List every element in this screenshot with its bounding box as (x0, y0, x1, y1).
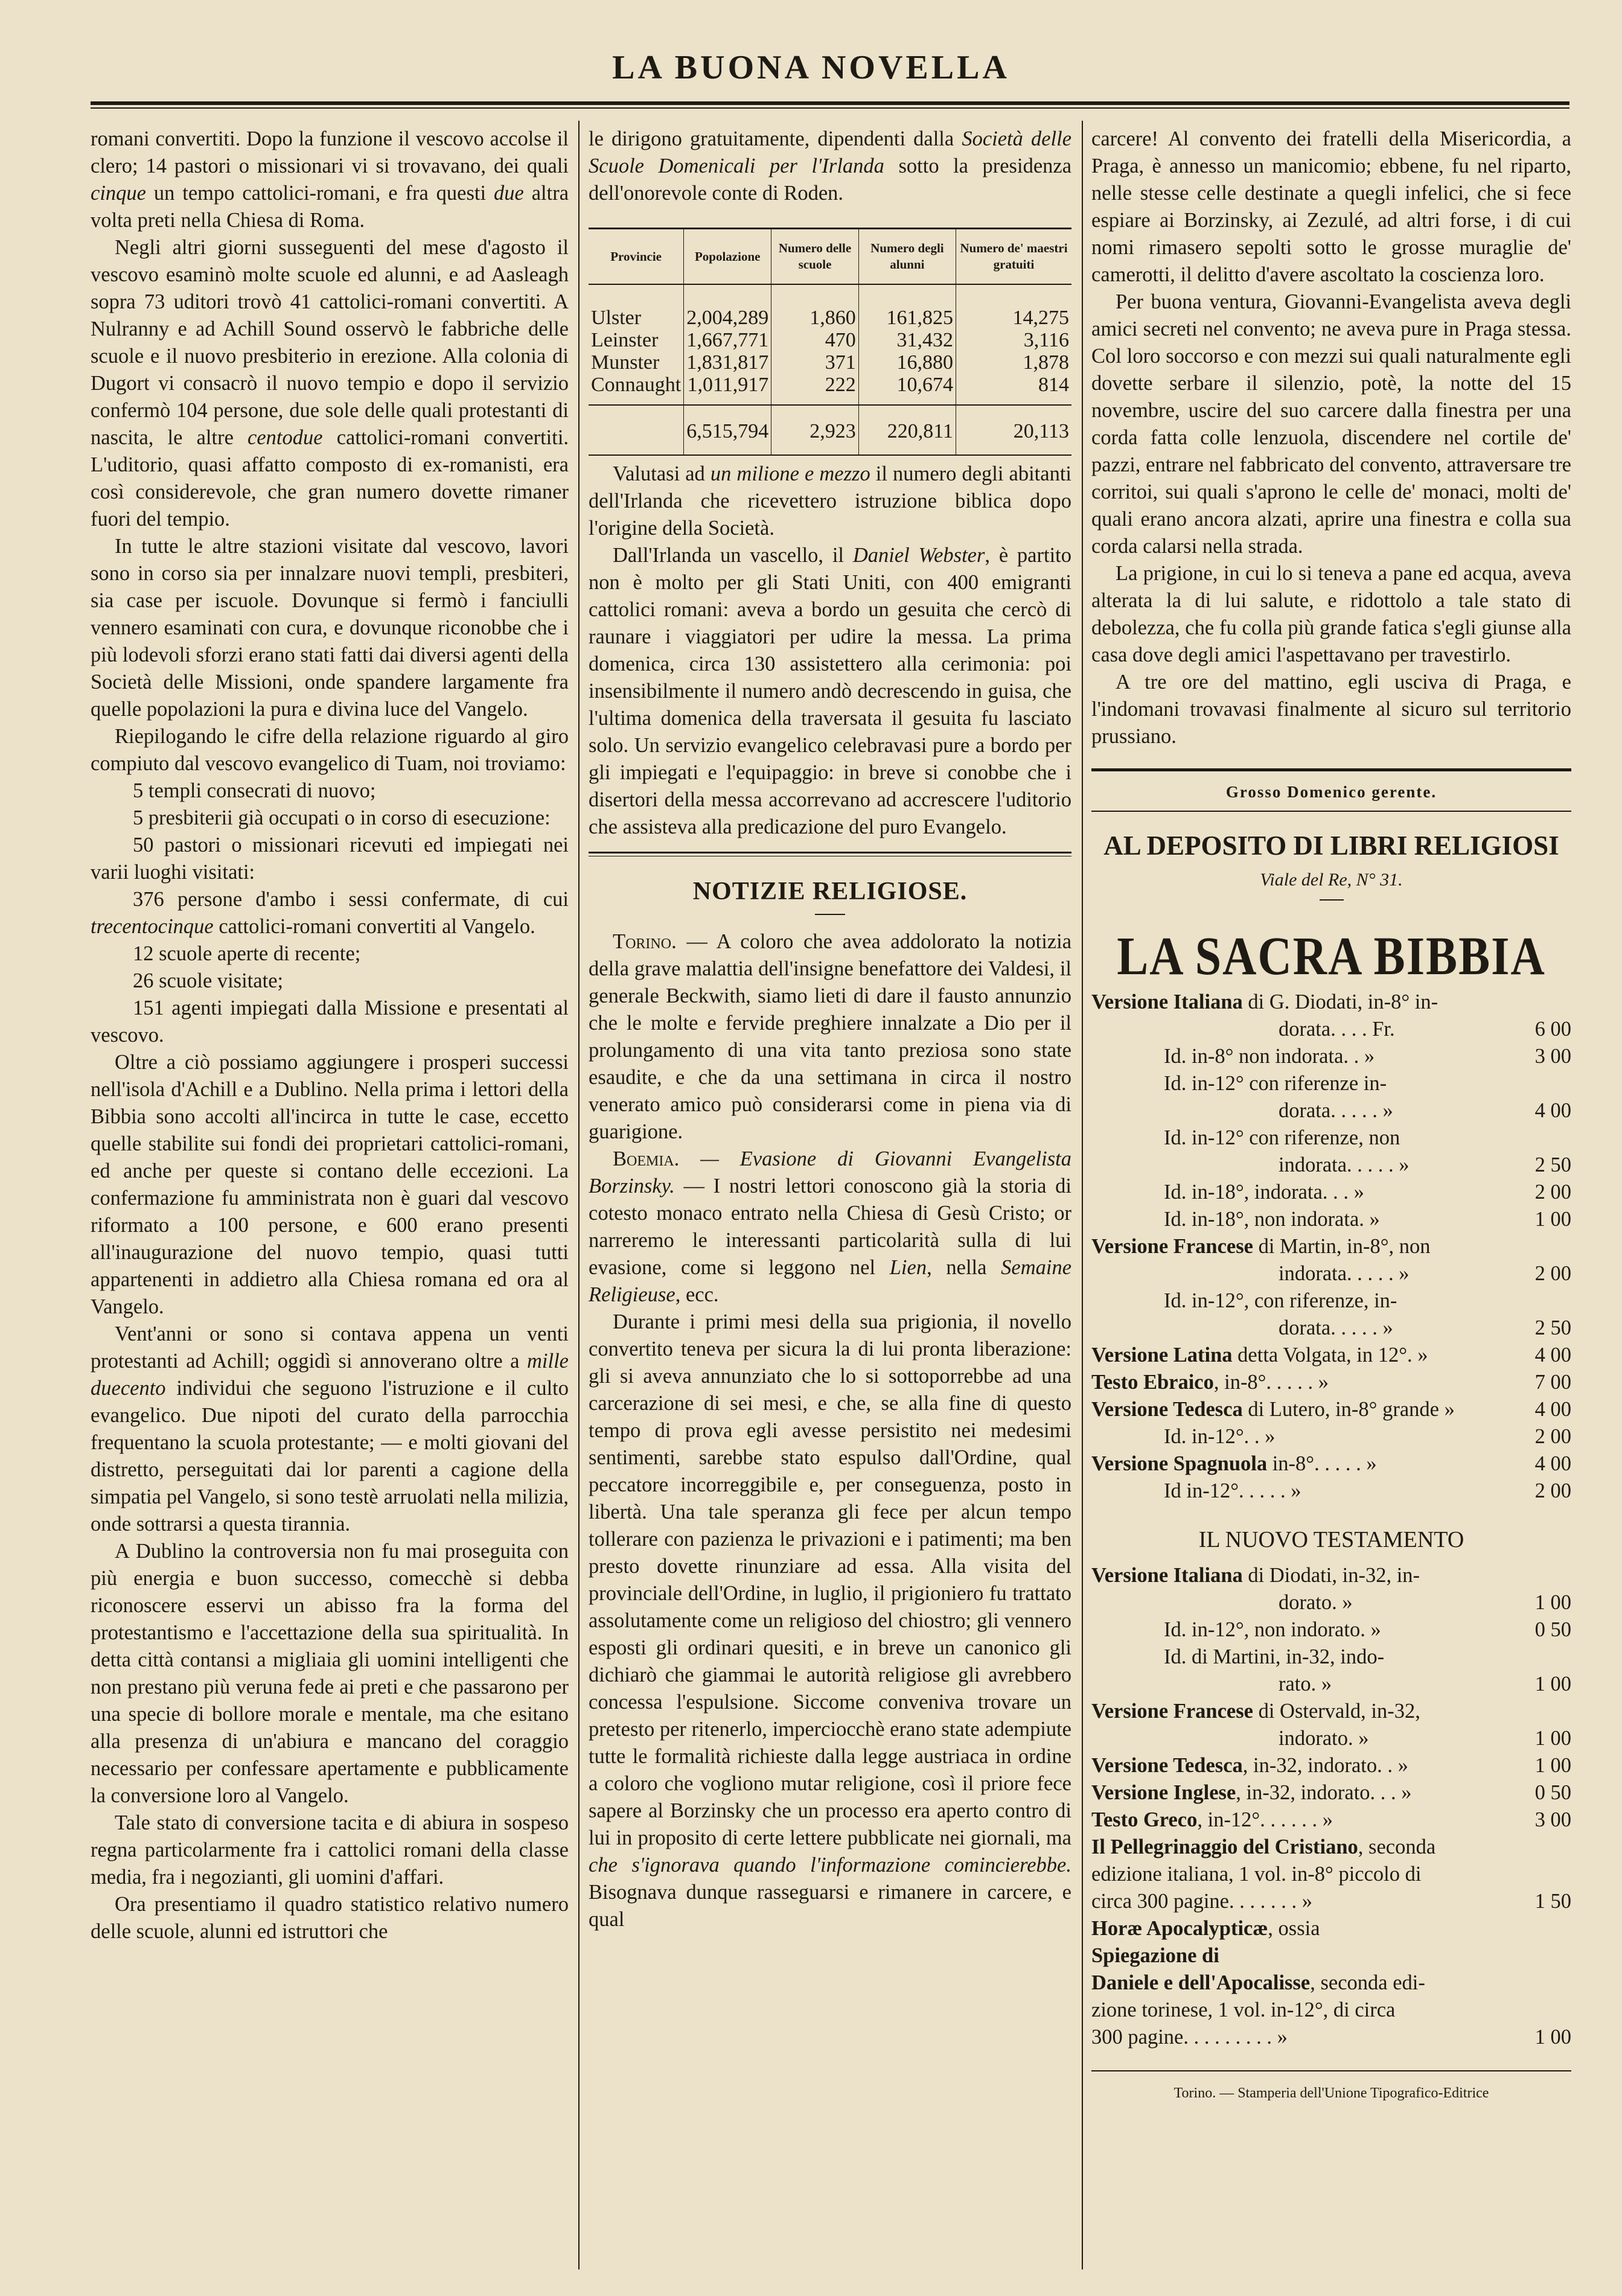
section-rule (589, 852, 1071, 856)
price-list-item: dorato. » 1 00 (1091, 1589, 1571, 1616)
list-item: 12 scuole aperte di recente; (133, 942, 361, 965)
table-cell: 31,432 (858, 329, 956, 351)
price: 1 00 (1534, 1208, 1571, 1231)
table-header-row (589, 229, 1071, 285)
price-list-item: Id. in-12°, con riferenze, in- (1164, 1289, 1397, 1312)
table-cell: 222 (771, 374, 859, 405)
price-list-item: Id. in-18°, indorata. . . » 2 00 (1091, 1179, 1571, 1206)
table-cell (589, 405, 684, 455)
table-cell: 10,674 (858, 374, 956, 405)
price: 7 00 (1534, 1371, 1571, 1394)
price-list-item: indorato. » 1 00 (1091, 1725, 1571, 1752)
table-row (589, 374, 1071, 405)
table-cell: 20,113 (956, 405, 1071, 455)
price-list-item: Id. in-12° con riferenze in- (1164, 1072, 1387, 1095)
table-row (589, 329, 1071, 351)
price: 4 00 (1534, 1398, 1571, 1421)
table-cell: 470 (771, 329, 859, 351)
price: 6 00 (1534, 1018, 1571, 1041)
table-header: Numero de' maestri gratuiti (956, 229, 1071, 285)
table-cell: 2,923 (771, 405, 859, 455)
price-list-item: Versione Francese di Ostervald, in-32, (1091, 1700, 1420, 1723)
price: 1 00 (1534, 1754, 1571, 1777)
paragraph: carcere! Al convento dei fratelli della Misericordia, a Praga, è annesso un manicomio; ebbene, fu nel riparto, nelle stesse celle destinate a quegli infelici, che si fece espiare ai Borzinsky, ai Zezulé, ad altri forse, i di cui nomi rimasero sepolti sotto le grosse muraglie de' camerotti, il delitto d'avere ascoltato la coscienza loro. (1091, 127, 1571, 286)
price-list-item: edizione italiana, 1 vol. in-8° piccolo di (1091, 1863, 1422, 1886)
divider (1320, 899, 1344, 901)
table-cell: 1,860 (771, 284, 859, 329)
ad-address: Viale del Re, N° 31. (1260, 870, 1403, 890)
price-list-item: circa 300 pagine. . . . . . . » 1 50 (1091, 1888, 1571, 1915)
table-row (589, 351, 1071, 374)
price-list-item: Id. in-18°, non indorata. » 1 00 (1091, 1206, 1571, 1233)
nt-price-list (1091, 1562, 1571, 2051)
paragraph: Torino. — A coloro che avea addolorato la notizia della grave malattia dell'insigne benefattore dei Valdesi, il generale Beckwith, siamo lieti di dare il fausto annunzio che le molte e fervide preghiere innalzate a Dio per il prolungamento di una vita tanto preziosa sono state esaudite, e che da una settimana in circa il nostro venerato amico può considerarsi come in piena via di guarigione. (589, 930, 1072, 1143)
table-row (589, 284, 1071, 329)
table-header: Popolazione (684, 229, 771, 285)
list-item: 50 pastori o missionari ricevuti ed impiegati nei varii luoghi visitati: (91, 834, 569, 884)
price-list-item: dorata. . . . . » 2 50 (1091, 1315, 1571, 1342)
price-list-item: indorata. . . . . » 2 50 (1091, 1152, 1571, 1179)
paragraph: In tutte le altre stazioni visitate dal vescovo, lavori sono in corso sia per innalzare nuovi templi, presbiteri, sia case per iscuole. Dovunque si fermò i fanciulli vennero esaminati con cura, e dovunque riconobbe che i più lodevoli sforzi erano stati fatti dai diversi agenti della Società delle Missioni, onde spandere largamente fra quelle popolazioni la pura e divina luce del Vangelo. (91, 535, 569, 721)
price-list-item: Daniele e dell'Apocalisse, seconda edi- (1091, 1971, 1425, 1994)
paragraph: Tale stato di conversione tacita e di abiura in sospeso regna particolarmente fra i cattolici romani della classe media, fra i negozianti, gli uomini d'affari. (91, 1811, 569, 1889)
price-list-item: Id in-12°. . . . . » 2 00 (1091, 1478, 1571, 1505)
price: 4 00 (1534, 1452, 1571, 1475)
masthead-rule (91, 101, 1569, 109)
table-cell: 1,011,917 (684, 374, 771, 405)
price: 0 50 (1534, 1781, 1571, 1804)
price: 2 50 (1534, 1316, 1571, 1339)
paragraph: Valutasi ad un milione e mezzo il numero degli abitanti dell'Irlanda che ricevettero istruzione biblica dopo l'origine della Società. (589, 462, 1071, 540)
price: 2 50 (1534, 1153, 1571, 1176)
price-list-item: Id. in-12°. . » 2 00 (1091, 1423, 1571, 1450)
price-list-item: Testo Greco, in-12°. . . . . . » 3 00 (1091, 1807, 1571, 1834)
price-list-item: rato. » 1 00 (1091, 1671, 1571, 1698)
column-1 (91, 126, 569, 1945)
statistics-table (589, 228, 1071, 456)
price-list-item: Il Pellegrinaggio del Cristiano, seconda (1091, 1835, 1436, 1858)
paragraph: Per buona ventura, Giovanni-Evangelista aveva degli amici secreti nel convento; ne aveva pure in Praga stessa. Col loro soccorso e con mezzi sui quali naturalmente egli dovette serbare il silenzio, potè, la notte del 15 novembre, uscire del suo carcere dalla finestra per una corda fatta colle lenzuola, discendere nel cortile de' pazzi, entrare nel fabbricato del convento, attraversare tre corritoi, sui quali s'aprono le celle de' monaci, molti de' quali erano ancora alzati, aprire una finestra e colla sua corda calarsi nella strada. (1091, 290, 1571, 558)
list-item: 376 persone d'ambo i sessi confermate, di cui trecentocinque cattolici-romani convertiti al Vangelo. (91, 888, 569, 938)
price-list-item: Id. in-8° non indorata. . » 3 00 (1091, 1043, 1571, 1070)
price-list-item: dorata. . . . . » 4 00 (1091, 1097, 1571, 1124)
table-total-row (589, 405, 1071, 455)
masthead: LA BUONA NOVELLA (612, 49, 1010, 86)
price-list-item: Versione Spagnuola in-8°. . . . . » 4 00 (1091, 1450, 1571, 1478)
price: 2 00 (1534, 1479, 1571, 1502)
price: 0 50 (1534, 1618, 1571, 1641)
price-list-item: Versione Tedesca di Lutero, in-8° grande » 4 00 (1091, 1396, 1571, 1423)
table-cell: 161,825 (858, 284, 956, 329)
paragraph: Ora presentiamo il quadro statistico relativo numero delle scuole, alunni ed istruttori che (91, 1893, 569, 1943)
column-3 (1091, 126, 1571, 2107)
price-list-item: Versione Francese di Martin, in-8°, non (1091, 1235, 1431, 1258)
paragraph: Riepilogando le cifre della relazione riguardo al giro compiuto dal vescovo evangelico di Tuam, noi troviamo: (91, 725, 569, 775)
paragraph: Oltre a ciò possiamo aggiungere i prosperi successi nell'isola d'Achill e a Dublino. Nella prima i lettori della Bibbia sono accolti all'incirca in tutte le case, eccetto quelle stabilite sui fondi dei proprietari cattolici-romani, ed anche per queste si contano delle eccezioni. La confermazione fu amministrata non è guari dal vescovo riformato a 100 persone, e 600 erano presenti all'inaugurazione del nuovo tempio, quasi tutti appartenenti in addietro alla Chiesa romana ed ora al Vangelo. (91, 1051, 569, 1318)
divider (815, 914, 845, 915)
table-cell: 1,667,771 (684, 329, 771, 351)
table-cell: 371 (771, 351, 859, 374)
paragraph: romani convertiti. Dopo la funzione il vescovo accolse il clero; 14 pastori o missionari vi si trovavano, dei quali cinque un tempo cattolici-romani, e fra questi due altra volta preti nella Chiesa di Roma. (91, 127, 569, 232)
price-list-item: 300 pagine. . . . . . . . . » 1 00 (1091, 2024, 1571, 2051)
price: 1 00 (1534, 2026, 1571, 2049)
ad-title: AL DEPOSITO DI LIBRI RELIGIOSI (1103, 831, 1559, 861)
table-cell: 16,880 (858, 351, 956, 374)
price-list-item: Versione Latina detta Volgata, in 12°. » 4 00 (1091, 1342, 1571, 1369)
price-list-item: Horæ Apocalypticæ, ossia (1091, 1917, 1320, 1940)
price-list-item: Versione Inglese, in-32, indorato. . . » 0 50 (1091, 1779, 1571, 1807)
price: 2 00 (1534, 1425, 1571, 1448)
table-cell: Ulster (591, 307, 642, 329)
price: 1 00 (1534, 1673, 1571, 1695)
price: 2 00 (1534, 1262, 1571, 1285)
price: 2 00 (1534, 1181, 1571, 1204)
table-cell: 6,515,794 (684, 405, 771, 455)
paragraph: Durante i primi mesi della sua prigionia, il novello convertito teneva per sicura la di lui pronta liberazione: gli si aveva annunziato che lo si sottoporrebbe ad una carcerazione di sei mesi, e che, se alla fine di questo tempo di prova egli avesse persistito nei medesimi sentimenti, sarebbe stato espulso dall'Ordine, qual peccatore incorreggibile e, per conseguenza, posto in libertà. Una tale speranza gli fece per alcun tempo tollerare con pazienza le privazioni e i patimenti; ma ben presto dovette rinunziare ad essa. Alla visita del provinciale dell'Ordine, in luglio, il prigioniero fu trattato assolutamente come un religioso del chiostro; gli vennero esposti gli ordinari quesiti, e in breve un canonico gli dichiarò che giammai le autorità religiose gli avrebbero concessa l'espulsione. Siccome conveniva trovare un pretesto per ritenerlo, imperciocchè erano state adempiute tutte le formalità richieste dalla legge austriaca in ordine a coloro che vogliono mutar religione, così il priore fece sapere al Borzinsky che un processo era aperto contro di lui in proposito di certe lettere pubblicate nei giornali, ma che s'ignorava quando l'informazione comincierebbe. Bisognava dunque rasseguarsi e rimanere in carcere, e qual (589, 1310, 1071, 1931)
price-list-item: Versione Italiana di G. Diodati, in-8° in- (1091, 990, 1438, 1013)
price: 3 00 (1534, 1045, 1571, 1068)
price-list-item: Versione Italiana di Diodati, in-32, in- (1091, 1564, 1420, 1587)
price: 4 00 (1534, 1344, 1571, 1366)
paragraph: Dall'Irlanda un vascello, il Daniel Webster, è partito non è molto per gli Stati Uniti, con 400 emigranti cattolici romani: aveva a bordo un gesuita che cercò di raunare i viaggiatori per udire la messa. La prima domenica, circa 130 assistettero alla cerimonia: poi insensibilmente il numero andò decrescendo in guisa, che l'ultima domenica della traversata il gesuita fu lasciato solo. Un servizio evangelico celebravasi pure a bordo per gli impiegati e l'equipaggio: in breve si conobbe che i disertori della messa accorrevano ad accrescere l'uditorio che assisteva alla predicazione del puro Evangelo. (589, 544, 1071, 838)
column-divider (1082, 121, 1083, 2269)
price-list-item: Id. in-12° con riferenze, non (1164, 1126, 1400, 1149)
list-item: 26 scuole visitate; (133, 969, 284, 992)
table-cell: 220,811 (858, 405, 956, 455)
list-item: 5 presbiterii già occupati o in corso di esecuzione: (133, 806, 551, 829)
price-list-item: zione torinese, 1 vol. in-12°, di circa (1091, 1998, 1396, 2021)
nt-title: IL NUOVO TESTAMENTO (1198, 1527, 1464, 1552)
table-header: Provincie (589, 229, 684, 285)
paragraph: Negli altri giorni susseguenti del mese d'agosto il vescovo esaminò molte scuole ed alunni, e ad Aasleagh sopra 73 uditori trovò 41 cattolici-romani convertiti. A Nulranny e ad Achill Sound osservò le fabbriche delle scuole e il nuovo presbiterio in erezione. Alla colonia di Dugort vi consacrò il nuovo tempio e dopo il servizio confermò 104 persone, due sole delle quali protestanti di nascita, le altre centodue cattolici-romani convertiti. L'uditorio, quasi affatto composto di ex-romanisti, era così considerevole, che gran numero dovette rimaner fuori del tempio. (91, 236, 569, 531)
table-header: Numero degli alunni (858, 229, 956, 285)
column-divider (578, 121, 580, 2269)
printer-line: Torino. — Stamperia dell'Unione Tipografico-Editrice (1091, 2070, 1571, 2107)
table-cell: Munster (591, 351, 660, 374)
price-list-item: indorata. . . . . » 2 00 (1091, 1260, 1571, 1287)
paragraph: A Dublino la controversia non fu mai proseguita con più energia e buon successo, comecchè si debba riconoscere esservi un abisso fra la forma del protestantismo e l'accettazione della sua spiritualità. In detta città contansi a migliaia gli uomini intelligenti che non prestano più veruna fede ai preti e che passarono per una specie di bollore morale e mentale, ma che esitano alla presenza di un'abiura e mancano del coraggio necessario per confessare apertamente e pubblicamente la conversione loro al Vangelo. (91, 1540, 569, 1807)
price: 3 00 (1534, 1808, 1571, 1831)
editor-line: Grosso Domenico gerente. (1091, 768, 1571, 812)
table-cell: 14,275 (956, 284, 1071, 329)
price-list-item: Testo Ebraico, in-8°. . . . . » 7 00 (1091, 1369, 1571, 1396)
price-list-item: Versione Tedesca, in-32, indorato. . » 1 00 (1091, 1752, 1571, 1779)
table-cell: 1,878 (956, 351, 1071, 374)
table-cell: 3,116 (956, 329, 1071, 351)
bible-title: LA SACRA BIBBIA (1117, 925, 1546, 986)
price: 4 00 (1534, 1099, 1571, 1122)
price: 1 00 (1534, 1591, 1571, 1614)
price-list-item: Spiegazione di (1091, 1944, 1219, 1967)
table-cell: 2,004,289 (684, 284, 771, 329)
paragraph: A tre ore del mattino, egli usciva di Praga, e l'indomani trovavasi finalmente al sicuro sul territorio prussiano. (1091, 671, 1571, 748)
price-list-item: dorata. . . . Fr. 6 00 (1091, 1016, 1571, 1043)
price: 1 00 (1534, 1727, 1571, 1750)
list-item: 5 templi consecrati di nuovo; (133, 779, 376, 802)
table-cell: Leinster (591, 329, 659, 351)
paragraph: Boemia. — Evasione di Giovanni Evangelista Borzinsky. — I nostri lettori conoscono già la storia di cotesto monaco entrato nella Chiesa di Gesù Cristo; or narreremo le interessanti particolarità sulla di lui evasione, come si leggono nel Lien, nella Semaine Religieuse, ecc. (589, 1147, 1072, 1306)
bible-price-list (1091, 989, 1571, 1505)
column-2 (589, 126, 1071, 1933)
table-header: Numero delle scuole (771, 229, 859, 285)
table-cell: 1,831,817 (684, 351, 771, 374)
list-item: 151 agenti impiegati dalla Missione e presentati al vescovo. (91, 997, 569, 1047)
price-list-item: Id. di Martini, in-32, indo- (1164, 1645, 1385, 1668)
paragraph: La prigione, in cui lo si teneva a pane ed acqua, aveva alterata la di lui salute, e ridottolo a tale stato di debolezza, che fu colla più grande fatica s'egli giunse alla casa dove degli amici l'aspettavano per travestirlo. (1091, 562, 1571, 666)
price: 1 50 (1534, 1890, 1571, 1913)
paragraph: Vent'anni or sono si contava appena un venti protestanti ad Achill; oggidì si annoverano oltre a mille duecento individui che seguono l'istruzione e il culto evangelico. Due nipoti del curato della parrocchia frequentano la scuola protestante; — e molti giovani del distretto, perseguitati dai lor parenti a cagione della simpatia pel Vangelo, si sono testè arruolati nella milizia, onde sottrarsi a questa tirannia. (91, 1322, 569, 1535)
price-list-item: Id. in-12°, non indorato. » 0 50 (1091, 1616, 1571, 1644)
table-cell: Connaught (591, 374, 682, 396)
paragraph: le dirigono gratuitamente, dipendenti dalla Società delle Scuole Domenicali per l'Irlanda sotto la presidenza dell'onorevole conte di Roden. (589, 127, 1072, 205)
table-cell: 814 (956, 374, 1071, 405)
section-heading: NOTIZIE RELIGIOSE. (692, 878, 968, 905)
